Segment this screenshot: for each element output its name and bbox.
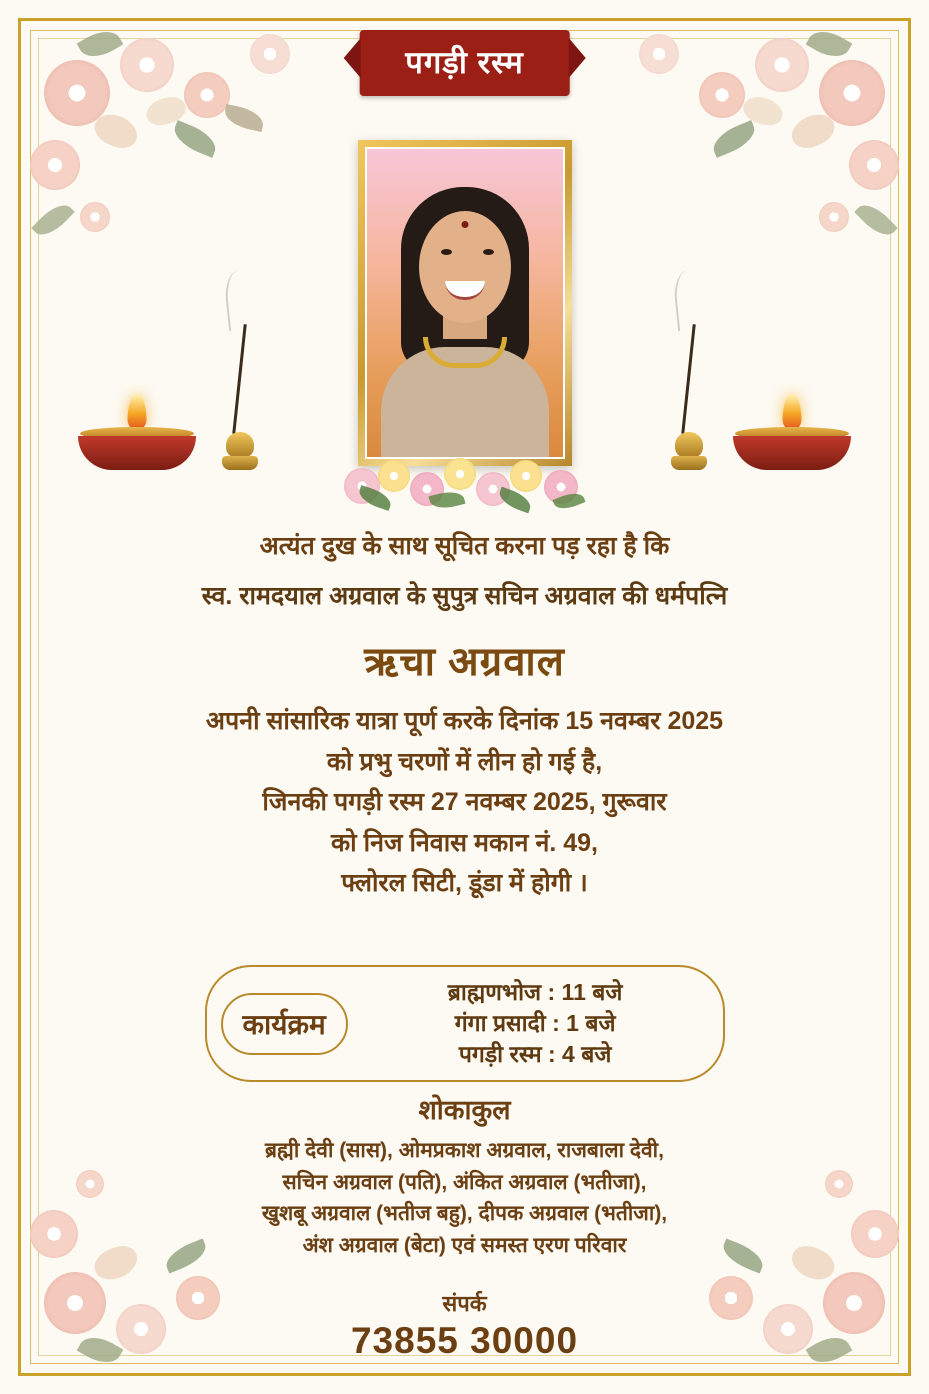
- contact-label: संपर्क: [442, 1291, 487, 1316]
- announcement-body-line: जिनकी पगड़ी रस्म 27 नवम्बर 2025, गुरूवार: [262, 788, 667, 816]
- announcement-line-1: अत्यंत दुख के साथ सूचित करना पड़ रहा है कि: [259, 532, 670, 560]
- diya-lamp-right-icon: [733, 404, 851, 470]
- portrait-frame: [358, 140, 572, 466]
- photo-section: [0, 130, 929, 510]
- announcement-body-line: अपनी सांसारिक यात्रा पूर्ण करके दिनांक 15 नवम्बर 2025: [205, 707, 724, 735]
- program-item: गंगा प्रसादी : 1 बजे: [454, 1010, 616, 1037]
- diya-lamp-left-icon: [78, 404, 196, 470]
- mourners-section: [60, 1090, 869, 1261]
- program-item: पगड़ी रस्म : 4 बजे: [458, 1041, 612, 1068]
- program-box: [205, 965, 725, 1082]
- deceased-name: ऋचा अग्रवाल: [364, 640, 565, 684]
- program-label: कार्यक्रम: [221, 993, 348, 1055]
- incense-burner-left-icon: [210, 270, 270, 470]
- mourners-title: शोकाकुल: [418, 1095, 511, 1125]
- mourner-line: सचिन अग्रवाल (पति), अंकित अग्रवाल (भतीजा),: [282, 1170, 647, 1194]
- announcement-line-2: स्व. रामदयाल अग्रवाल के सुपुत्र सचिन अग्रवाल की धर्मपत्नि: [201, 582, 728, 610]
- contact-number[interactable]: 73855 30000: [350, 1320, 579, 1361]
- announcement-body-line: को प्रभु चरणों में लीन हो गई है,: [326, 747, 603, 776]
- mourner-line: ब्रह्मी देवी (सास), ओमप्रकाश अग्रवाल, राजबाला देवी,: [265, 1139, 664, 1162]
- announcement-body-line: को निज निवास मकान नं. 49,: [330, 828, 598, 857]
- portrait-photo: [365, 147, 565, 459]
- ribbon-title: पगड़ी रस्म: [359, 30, 570, 96]
- incense-burner-right-icon: [659, 270, 719, 470]
- program-items: [362, 977, 709, 1070]
- contact-section: [0, 1288, 929, 1362]
- mourner-line: अंश अग्रवाल (बेटा) एवं समस्त एरण परिवार: [302, 1233, 627, 1257]
- mourner-line: खुशबू अग्रवाल (भतीज बहु), दीपक अग्रवाल (भतीजा),: [261, 1202, 668, 1225]
- announcement-text: [60, 528, 869, 904]
- announcement-body-line: फ्लोरल सिटी, डूंडा में होगी ।: [341, 869, 588, 897]
- flower-garland-icon: [340, 452, 590, 510]
- program-item: ब्राह्मणभोज : 11 बजे: [447, 979, 623, 1005]
